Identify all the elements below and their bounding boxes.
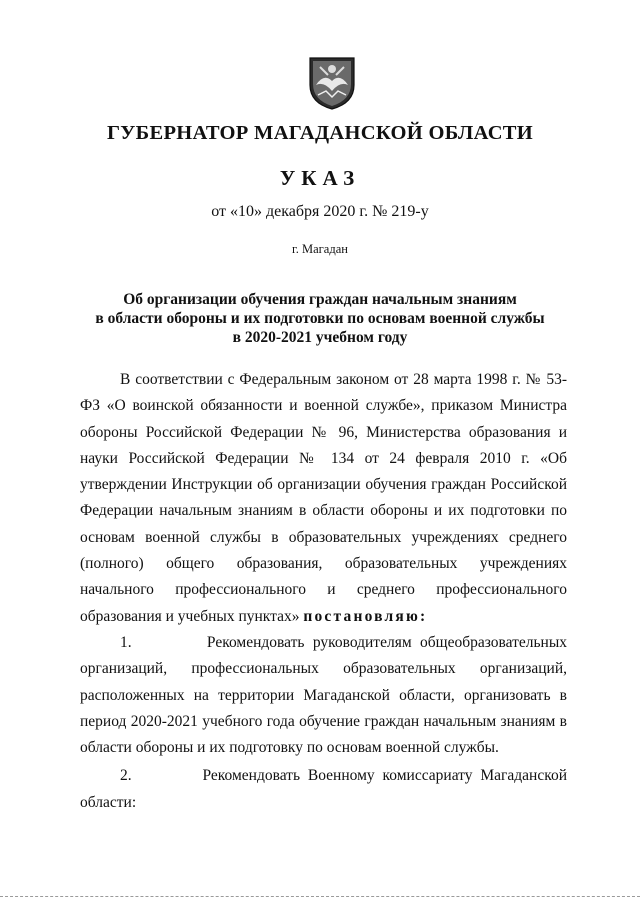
document-subject bbox=[0, 290, 640, 347]
document-body bbox=[80, 367, 567, 816]
page-bottom-edge bbox=[0, 896, 640, 898]
item-2-paragraph bbox=[80, 763, 567, 816]
preamble-paragraph bbox=[80, 367, 567, 630]
document-type: УКАЗ bbox=[279, 166, 361, 190]
item-2-number: 2. bbox=[120, 767, 132, 785]
decree-word: постановляю: bbox=[303, 607, 428, 625]
subject-line: в 2020-2021 учебном году bbox=[232, 329, 408, 346]
coat-of-arms-emblem bbox=[306, 55, 358, 111]
subject-line: в области обороны и их подготовки по основам военной службы bbox=[95, 310, 545, 327]
organization-title: ГУБЕРНАТОР МАГАДАНСКОЙ ОБЛАСТИ bbox=[106, 122, 534, 144]
document-city: г. Магадан bbox=[292, 242, 348, 256]
item-1-text: Рекомендовать руководителям общеобразовательных организаций, профессиональных образовательных организаций, расположенных на территории Магаданской области, организовать в период 2020-2021 учебного года обучение граждан начальным знаниям в области обороны и их подготовку по основам военной службы. bbox=[80, 633, 568, 757]
document-date-number: от «10» декабря 2020 г. № 219-у bbox=[211, 203, 429, 220]
preamble-text: В соответствии с Федеральным законом от 28 марта 1998 г. № 53-ФЗ «О воинской обязанности и военной службе», приказом Министра обороны Российской Федерации № 96, Министерства образования и науки Российской Федерации № 134 от 24 февраля 2010 г. «Об утверждении Инструкции об организации обучения граждан Российской Федерации начальным знаниям в области обороны и их подготовки по основам военной службы в образовательных учреждениях среднего (полного) общего образования, образовательных учреждениях начального профессионального и среднего профессионального образования и учебных пунктах» bbox=[80, 371, 567, 625]
item-1-paragraph bbox=[80, 630, 567, 761]
item-2-text: Рекомендовать Военному комиссариату Магаданской области: bbox=[80, 767, 567, 811]
item-1-number: 1. bbox=[120, 633, 132, 651]
subject-line: Об организации обучения граждан начальным знаниям bbox=[123, 291, 517, 308]
